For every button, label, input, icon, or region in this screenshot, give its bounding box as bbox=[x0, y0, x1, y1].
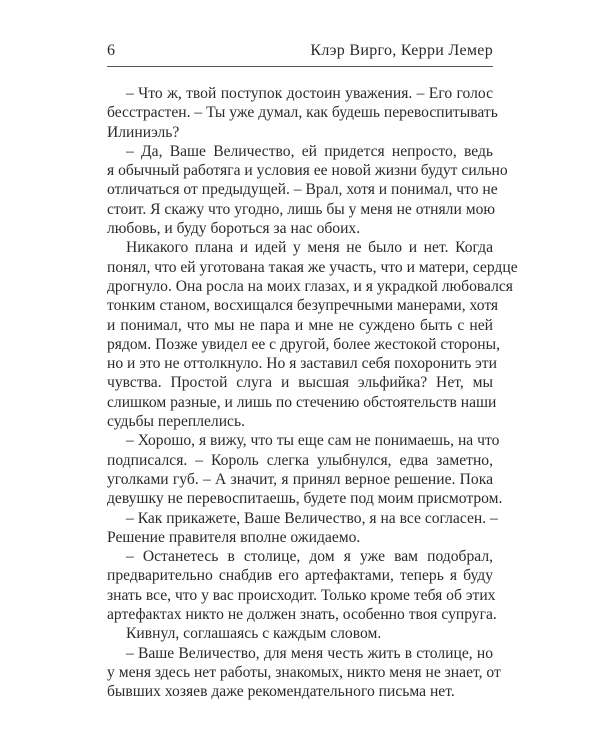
text-line: любовь, и буду бороться за нас обоих. bbox=[107, 220, 361, 238]
text-line: и понимал, что мы не пара и мне не суждено быть с ней bbox=[107, 316, 493, 334]
page-number: 6 bbox=[107, 42, 115, 59]
text-line: дрогнуло. Она росла на моих глазах, и я украдкой любовался bbox=[107, 277, 513, 295]
text-line: подписался. – Король слегка улыбнулся, едва заметно, bbox=[107, 451, 493, 469]
text-line: предварительно снабдив его артефактами, теперь я буду bbox=[107, 567, 493, 585]
paragraph bbox=[107, 624, 493, 643]
text-line: – Останетесь в столице, дом я уже вам подобрал, bbox=[126, 548, 493, 566]
paragraph bbox=[107, 142, 508, 238]
text-line: – Ваше Величество, для меня честь жить в столице, но bbox=[126, 644, 493, 662]
text-line: бывших хозяев даже рекомендательного письма нет. bbox=[107, 683, 455, 701]
text-line: я обычный работяга и условия ее новой жизни будут сильно bbox=[107, 162, 508, 180]
text-line: стоит. Я скажу что угодно, лишь бы у меня не отняли мою bbox=[107, 200, 496, 218]
text-line: бесстрастен. – Ты уже думал, как будешь перевоспитывать bbox=[107, 104, 498, 122]
text-line: тонким станом, восхищался безупречными манерами, хотя bbox=[107, 297, 499, 315]
text-line: Решение правителя вполне ожидаемо. bbox=[107, 528, 361, 546]
page-body-text bbox=[107, 84, 518, 702]
text-line: Кивнул, соглашаясь с каждым словом. bbox=[126, 625, 382, 643]
paragraph bbox=[107, 644, 501, 702]
text-line: у меня здесь нет работы, знакомых, никто меня не знает, от bbox=[107, 663, 501, 681]
text-line: слишком разные, и лишь по стечению обстоятельств наши bbox=[107, 393, 497, 411]
running-header bbox=[107, 40, 493, 67]
paragraph bbox=[107, 431, 503, 508]
paragraph bbox=[107, 238, 518, 431]
text-line: понял, что ей уготована такая же участь, что и матери, сердце bbox=[107, 258, 518, 276]
text-line: но и это не оттолкнуло. Но я заставил себя похоронить эти bbox=[107, 355, 497, 373]
text-line: – Да, Ваше Величество, ей придется непросто, ведь bbox=[126, 142, 493, 160]
text-line: Илиниэль? bbox=[107, 123, 180, 141]
text-line: знать все, что у вас происходит. Только кроме тебя об этих bbox=[107, 586, 496, 604]
text-line: судьбы переплелись. bbox=[107, 413, 245, 431]
text-line: чувства. Простой слуга и высшая эльфийка? Нет, мы bbox=[107, 374, 493, 392]
text-line: отличаться от предыдущей. – Врал, хотя и понимал, что не bbox=[107, 181, 498, 199]
text-line: – Как прикажете, Ваше Величество, я на все согласен. – bbox=[126, 509, 498, 527]
paragraph bbox=[107, 547, 497, 624]
paragraph bbox=[107, 509, 498, 548]
text-line: уголками губ. – А значит, я принял верное решение. Пока bbox=[107, 470, 493, 488]
text-line: – Хорошо, я вижу, что ты еще сам не понимаешь, на что bbox=[126, 432, 500, 450]
text-line: девушку не перевоспитаешь, будете под моим присмотром. bbox=[107, 490, 503, 508]
running-header-author: Клэр Вирго, Керри Лемер bbox=[310, 42, 493, 59]
paragraph bbox=[107, 84, 498, 142]
text-line: артефактах никто не должен знать, особенно твоя супруга. bbox=[107, 606, 497, 624]
text-line: рядом. Позже увидел ее с другой, более жестокой стороны, bbox=[107, 335, 500, 353]
text-line: – Что ж, твой поступок достоин уважения. – Его голос bbox=[126, 85, 493, 102]
text-line: Никакого плана и идей у меня не было и нет. Когда bbox=[126, 239, 493, 257]
